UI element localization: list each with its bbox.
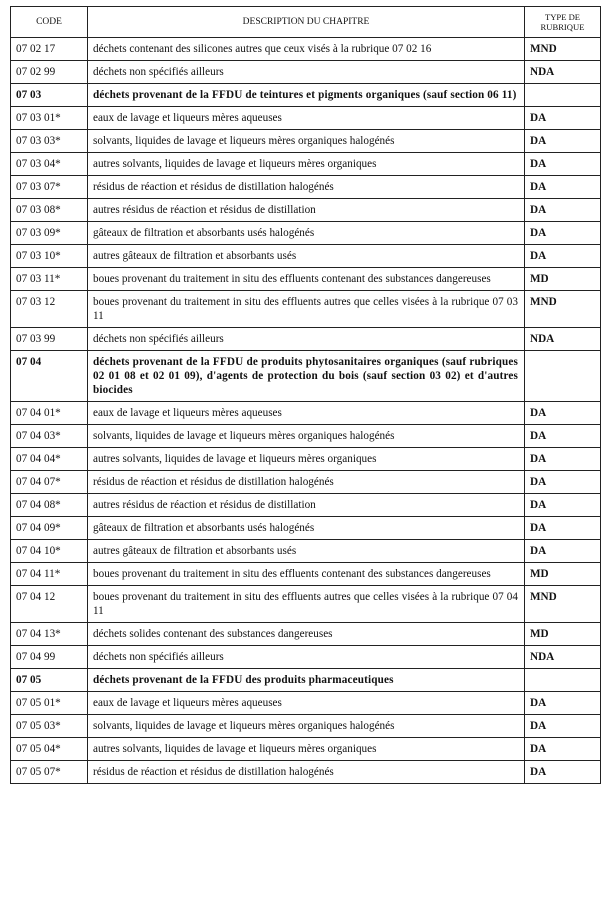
code-cell: 07 03 04* (11, 153, 88, 176)
table-header (11, 7, 601, 38)
section-row (11, 351, 601, 402)
type-cell: DA (525, 425, 601, 448)
description-cell: autres solvants, liquides de lavage et liqueurs mères organiques (88, 153, 525, 176)
code-cell: 07 04 99 (11, 646, 88, 669)
code-cell: 07 05 03* (11, 715, 88, 738)
table-row (11, 245, 601, 268)
type-cell: DA (525, 692, 601, 715)
type-cell: DA (525, 761, 601, 784)
type-cell: DA (525, 402, 601, 425)
code-cell: 07 04 01* (11, 402, 88, 425)
code-cell: 07 02 99 (11, 61, 88, 84)
type-cell: DA (525, 738, 601, 761)
table-row (11, 646, 601, 669)
table-row (11, 291, 601, 328)
description-cell: boues provenant du traitement in situ des effluents contenant des substances dangereuses (88, 268, 525, 291)
code-cell: 07 04 10* (11, 540, 88, 563)
type-cell: DA (525, 176, 601, 199)
type-cell: DA (525, 130, 601, 153)
type-cell (525, 669, 601, 692)
type-cell: MND (525, 38, 601, 61)
code-cell: 07 03 07* (11, 176, 88, 199)
type-cell: NDA (525, 646, 601, 669)
type-cell: DA (525, 107, 601, 130)
table-row (11, 586, 601, 623)
description-cell: autres solvants, liquides de lavage et liqueurs mères organiques (88, 738, 525, 761)
section-row (11, 84, 601, 107)
header-code: CODE (11, 7, 88, 38)
type-cell: DA (525, 517, 601, 540)
table-row (11, 61, 601, 84)
table-row (11, 761, 601, 784)
code-cell: 07 04 08* (11, 494, 88, 517)
table-row (11, 199, 601, 222)
type-cell: MD (525, 623, 601, 646)
table-row (11, 471, 601, 494)
code-cell: 07 04 07* (11, 471, 88, 494)
table-row (11, 222, 601, 245)
description-cell: résidus de réaction et résidus de distillation halogénés (88, 471, 525, 494)
description-cell: déchets contenant des silicones autres que ceux visés à la rubrique 07 02 16 (88, 38, 525, 61)
description-cell: résidus de réaction et résidus de distillation halogénés (88, 176, 525, 199)
description-cell: autres résidus de réaction et résidus de distillation (88, 199, 525, 222)
description-cell: eaux de lavage et liqueurs mères aqueuses (88, 692, 525, 715)
table-row (11, 738, 601, 761)
code-cell: 07 04 09* (11, 517, 88, 540)
table-body (11, 38, 601, 784)
description-cell: eaux de lavage et liqueurs mères aqueuses (88, 402, 525, 425)
type-cell (525, 351, 601, 402)
code-cell: 07 03 10* (11, 245, 88, 268)
code-cell: 07 05 04* (11, 738, 88, 761)
table-row (11, 268, 601, 291)
code-cell: 07 03 01* (11, 107, 88, 130)
description-cell: solvants, liquides de lavage et liqueurs mères organiques halogénés (88, 715, 525, 738)
code-cell: 07 05 01* (11, 692, 88, 715)
description-cell: déchets solides contenant des substances dangereuses (88, 623, 525, 646)
table-row (11, 425, 601, 448)
description-cell: déchets non spécifiés ailleurs (88, 61, 525, 84)
code-cell: 07 03 03* (11, 130, 88, 153)
header-type: TYPE DE RUBRIQUE (525, 7, 601, 38)
table-row (11, 176, 601, 199)
type-cell: DA (525, 715, 601, 738)
table-row (11, 107, 601, 130)
code-cell: 07 03 99 (11, 328, 88, 351)
table-row (11, 153, 601, 176)
description-cell: solvants, liquides de lavage et liqueurs mères organiques halogénés (88, 425, 525, 448)
type-cell: DA (525, 494, 601, 517)
code-cell: 07 02 17 (11, 38, 88, 61)
type-cell: DA (525, 245, 601, 268)
table-row (11, 563, 601, 586)
code-cell: 07 03 09* (11, 222, 88, 245)
type-cell: MND (525, 291, 601, 328)
type-cell: DA (525, 471, 601, 494)
type-cell: DA (525, 222, 601, 245)
description-cell: déchets provenant de la FFDU de teintures et pigments organiques (sauf section 06 11) (88, 84, 525, 107)
type-cell: DA (525, 199, 601, 222)
description-cell: gâteaux de filtration et absorbants usés halogénés (88, 222, 525, 245)
code-cell: 07 04 11* (11, 563, 88, 586)
code-cell: 07 04 03* (11, 425, 88, 448)
description-cell: déchets non spécifiés ailleurs (88, 646, 525, 669)
code-cell: 07 04 (11, 351, 88, 402)
table-row (11, 540, 601, 563)
table-row (11, 517, 601, 540)
table-row (11, 692, 601, 715)
waste-code-table (10, 6, 601, 784)
type-cell (525, 84, 601, 107)
table-row (11, 402, 601, 425)
table-row (11, 38, 601, 61)
table-row (11, 623, 601, 646)
code-cell: 07 03 (11, 84, 88, 107)
code-cell: 07 04 12 (11, 586, 88, 623)
code-cell: 07 03 08* (11, 199, 88, 222)
code-cell: 07 03 11* (11, 268, 88, 291)
type-cell: DA (525, 448, 601, 471)
description-cell: gâteaux de filtration et absorbants usés halogénés (88, 517, 525, 540)
header-row (11, 7, 601, 38)
type-cell: MD (525, 268, 601, 291)
description-cell: solvants, liquides de lavage et liqueurs mères organiques halogénés (88, 130, 525, 153)
code-cell: 07 04 13* (11, 623, 88, 646)
description-cell: autres gâteaux de filtration et absorbants usés (88, 245, 525, 268)
table-row (11, 130, 601, 153)
header-description: DESCRIPTION DU CHAPITRE (88, 7, 525, 38)
description-cell: déchets provenant de la FFDU de produits phytosanitaires organiques (sauf rubriques 02 01 08 et 02 01 09), d'agents de protection du bois (sauf section 03 02) et d'autres biocides (88, 351, 525, 402)
description-cell: autres solvants, liquides de lavage et liqueurs mères organiques (88, 448, 525, 471)
code-cell: 07 04 04* (11, 448, 88, 471)
table-row (11, 328, 601, 351)
description-cell: déchets non spécifiés ailleurs (88, 328, 525, 351)
type-cell: NDA (525, 328, 601, 351)
description-cell: boues provenant du traitement in situ des effluents autres que celles visées à la rubrique 07 03 11 (88, 291, 525, 328)
description-cell: résidus de réaction et résidus de distillation halogénés (88, 761, 525, 784)
description-cell: déchets provenant de la FFDU des produits pharmaceutiques (88, 669, 525, 692)
table-row (11, 715, 601, 738)
code-cell: 07 03 12 (11, 291, 88, 328)
table-row (11, 448, 601, 471)
table-row (11, 494, 601, 517)
type-cell: MD (525, 563, 601, 586)
description-cell: autres gâteaux de filtration et absorbants usés (88, 540, 525, 563)
type-cell: MND (525, 586, 601, 623)
type-cell: DA (525, 153, 601, 176)
description-cell: boues provenant du traitement in situ des effluents autres que celles visées à la rubrique 07 04 11 (88, 586, 525, 623)
type-cell: DA (525, 540, 601, 563)
description-cell: boues provenant du traitement in situ des effluents contenant des substances dangereuses (88, 563, 525, 586)
description-cell: eaux de lavage et liqueurs mères aqueuses (88, 107, 525, 130)
code-cell: 07 05 07* (11, 761, 88, 784)
section-row (11, 669, 601, 692)
code-cell: 07 05 (11, 669, 88, 692)
description-cell: autres résidus de réaction et résidus de distillation (88, 494, 525, 517)
type-cell: NDA (525, 61, 601, 84)
